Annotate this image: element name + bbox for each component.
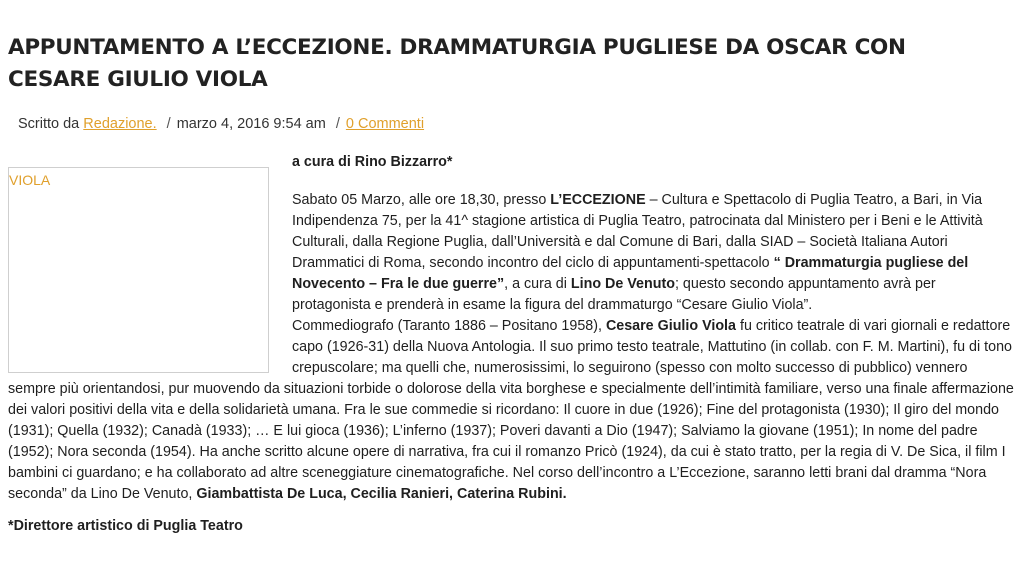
post-title-line-2: CESARE GIULIO VIOLA bbox=[8, 67, 268, 92]
post-meta bbox=[18, 116, 424, 132]
image-alt-text: VIOLA bbox=[9, 172, 51, 188]
meta-separator: / bbox=[166, 116, 171, 132]
paragraph-text: , a cura di bbox=[504, 276, 571, 292]
post-title-line-1: APPUNTAMENTO A L’ECCEZIONE. DRAMMATURGIA PUGLIESE DA OSCAR CON bbox=[8, 35, 906, 60]
author-link[interactable]: Redazione. bbox=[83, 116, 157, 132]
readers-names: Giambattista De Luca, Cecilia Ranieri, Caterina Rubini. bbox=[196, 486, 567, 502]
meta-separator: / bbox=[335, 116, 340, 132]
subject-name: Cesare Giulio Viola bbox=[605, 318, 736, 334]
paragraph-text: ; questo secondo appuntamento avrà per protagonista e prenderà in esame la figura del drammaturgo “Cesare Giulio Viola”. bbox=[292, 276, 936, 313]
paragraph-text: Sabato 05 Marzo, alle ore 18,30, presso bbox=[292, 192, 551, 208]
paragraph-text: Commediografo (Taranto 1886 – Positano 1958), bbox=[292, 318, 606, 334]
post-title bbox=[8, 32, 1008, 96]
curator-name: Lino De Venuto bbox=[570, 276, 675, 292]
footnote: *Direttore artistico di Puglia Teatro bbox=[8, 518, 243, 534]
venue-name: L’ECCEZIONE bbox=[550, 192, 646, 208]
comments-link[interactable]: 0 Commenti bbox=[345, 116, 425, 132]
meta-author-prefix: Scritto da bbox=[18, 116, 80, 132]
article-image bbox=[8, 167, 269, 373]
article-body bbox=[8, 152, 1016, 537]
series-title: “ Drammaturgia pugliese del Novecento – Fra le due guerre” bbox=[292, 255, 969, 292]
byline: a cura di Rino Bizzarro* bbox=[292, 154, 453, 170]
paragraph-text: fu critico teatrale di vari giornali e redattore capo (1926-31) della Nuova Antologia. Il suo primo testo teatrale, Mattutino (in collab. con F. M. Martini), fu di tono crepuscolare; ma quelli che, numerosissimi, lo seguirono (spesso con molto successo di pubblico) vennero sempre più orientandosi, pur muovendo da situazioni torbide o dolorose della vita borghese e specialmente dell’intimità familiare, verso una finale affermazione dei valori positivi della vita e della solidarietà umana. Fra le sue commedie si ricordano: Il cuore in due (1926); Fine del protagonista (1930); Il giro del mondo (1931); Quella (1932); Canadà (1933); … E lui gioca (1936); L’inferno (1937); Poveri davanti a Dio (1947); Salviamo la giovane (1951); In nome del padre (1952); Nora seconda (1954). Ha anche scritto alcune opere di narrativa, fra cui il romanzo Pricò (1924), da cui è stato tratto, per la regia di V. De Sica, il film I bambini ci guardano; e ha collaborato ad altre sceneggiature cinematografiche. Nel corso dell’incontro a L’Eccezione, saranno letti brani dal dramma “Nora seconda” da Lino De Venuto, bbox=[8, 318, 1014, 502]
paragraph-text: – Cultura e Spettacolo di Puglia Teatro, a Bari, in Via Indipendenza 75, per la 41^ stagione artistica di Puglia Teatro, patrocinata dal Ministero per i Beni e le Attività Culturali, dalla Regione Puglia, dall’Università e dal Comune di Bari, dalla SIAD – Società Italiana Autori Drammatici di Roma, secondo incontro del ciclo di appuntamenti-spettacolo bbox=[292, 192, 983, 271]
post-date: marzo 4, 2016 9:54 am bbox=[176, 116, 326, 132]
